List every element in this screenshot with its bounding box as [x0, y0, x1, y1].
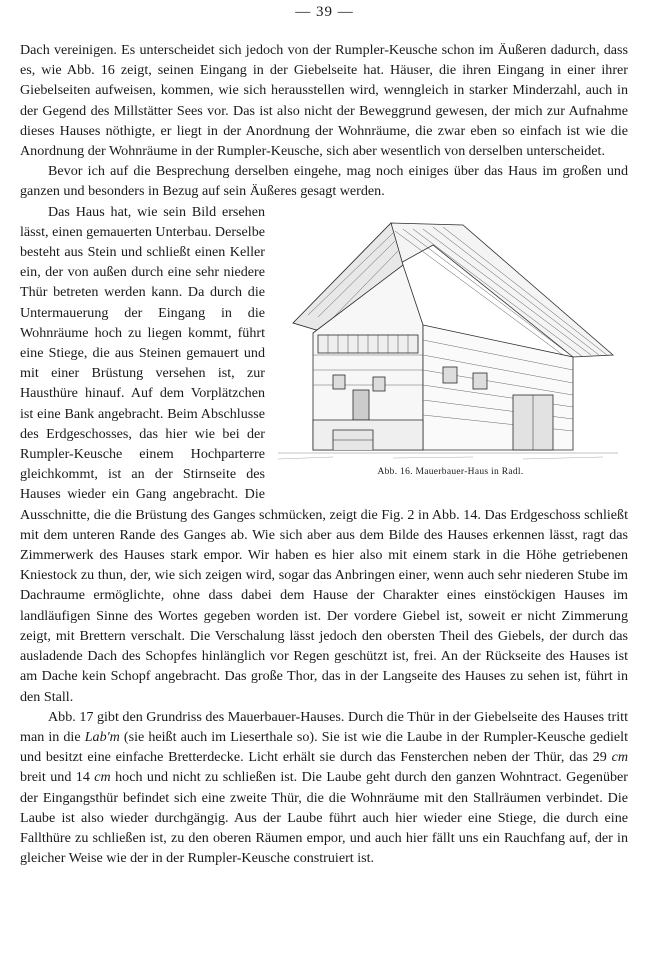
- page-number: — 39 —: [295, 4, 354, 20]
- paragraph-4: [20, 707, 628, 869]
- house-illustration: [273, 205, 628, 467]
- text-block: [20, 40, 628, 868]
- figure-abb-16: [273, 205, 628, 483]
- paragraph-2: Bevor ich auf die Besprechung derselben eingehe, mag noch einiges über das Haus im großen und ganzen und besonders in Bezug auf sein Äußeres gesagt werden.: [20, 163, 628, 200]
- paragraph-4-part-d: hoch und nicht zu schließen ist. Die Laube geht durch den ganzen Wohntract. Gegenüber der Eingangsthür befindet sich eine zweite Thür, die die Wohnräume mit den Stallräumen verbindet. Die Laube ist also wieder durchgängig. Aus der Laube führt auch hier wieder eine Stiege, die durch eine Fallthüre zu schließen ist, zu den oberen Räumen empor, und auch hier fällt uns ein Rauchfang auf, der in gleicher Weise wie der in der Rumpler-Keusche construiert ist.: [20, 769, 628, 867]
- term-labm: Lab'm: [84, 728, 120, 745]
- paragraph-4-part-b: (sie heißt auch im Lieserthale so). Sie ist wie die Laube in der Rumpler-Keusche gedielt und besitzt eine einfache Bretterdecke. Licht erhält sie durch das Fensterchen neben der Thür, das 29: [20, 728, 628, 766]
- unit-cm-2: cm: [94, 769, 111, 786]
- paragraph-3: Das Haus hat, wie sein Bild ersehen lässt, einen gemauerten Unterbau. Derselbe besteht aus Stein und schließt einen Keller ein, der von außen durch eine sehr niedere Thür betreten werden kann. Da durch die Untermauerung der Eingang in die Wohnräume hoch zu liegen kommt, führt eine Stiege, die aus Steinen gemauert und mit einer Brüstung versehen ist, zur Hausthüre hinauf. Auf dem Vorplätzchen ist eine Bank angebracht. Beim Abschlusse des Erdgeschosses, das hier wie bei der Rumpler-Keusche einem Hochparterre gleichkommt, ist an der Stirnseite des Hauses wieder ein Gang angebracht. Die Ausschnitte, die die Brüstung des Ganges schmücken, zeigt die Fig. 2 in Abb. 14. Das Erdgeschoss schließt mit dem unteren Rande des Ganges ab. Wie sich aber aus dem Bilde des Hauses erkennen lässt, ragt das Zimmerwerk des Hauses stark empor. Wir haben es hier also mit einem stark in die Höhe getriebenen Kniestock zu thun, der, wie sich zeigen wird, sogar das Anbringen einer, wenn auch sehr niederen Stube im Dachraume ermöglichte, ohne dass dabei dem Hause der Charakter eines einstöckigen Hauses im landläufigen Sinne des Wortes gegeben worden ist. Der vordere Giebel ist, soweit er nicht Zimmerung zeigt, mit Brettern verschalt. Die Verschalung lässt jedoch den obersten Theil des Giebels, der durch das ausladende Dach des Schopfes hinlänglich vor Regen geschützt ist, frei. An der Rückseite des Hauses ist am Dache kein Schopf angebracht. Das große Thor, das in der Langseite des Hauses zu sehen ist, führt in den Stall.: [20, 203, 628, 705]
- paragraph-1: Dach vereinigen. Es unterscheidet sich jedoch von der Rumpler-Keusche schon im Äußeren dadurch, dass es, wie Abb. 16 zeigt, seinen Eingang in der Giebelseite hat. Häuser, die ihren Eingang in einer ihrer Giebelseiten aufweisen, kommen, wie sich herausstellen wird, wenngleich in starker Minderzahl, auch in der Gegend des Millstätter Sees vor. Das ist also nicht der Beweggrund gewesen, der mich zur Aufnahme dieses Hauses nöthigte, er liegt in der Anordnung der Wohnräume, die zwar eben so einfach ist wie die Anordnung der Wohnräume in der Rumpler-Keusche, sich aber wesentlich von derselben unterscheidet.: [20, 42, 628, 160]
- paragraph-4-part-a: Abb. 17 gibt den Grundriss des Mauerbauer-Hauses. Durch die Thür in der Giebelseite des Hauses tritt man in die: [20, 708, 628, 745]
- figure-caption: Abb. 16. Mauerbauer-Haus in Radl.: [377, 467, 524, 478]
- unit-cm-1: cm: [611, 749, 628, 766]
- paragraph-4-part-c: breit und 14: [20, 769, 95, 786]
